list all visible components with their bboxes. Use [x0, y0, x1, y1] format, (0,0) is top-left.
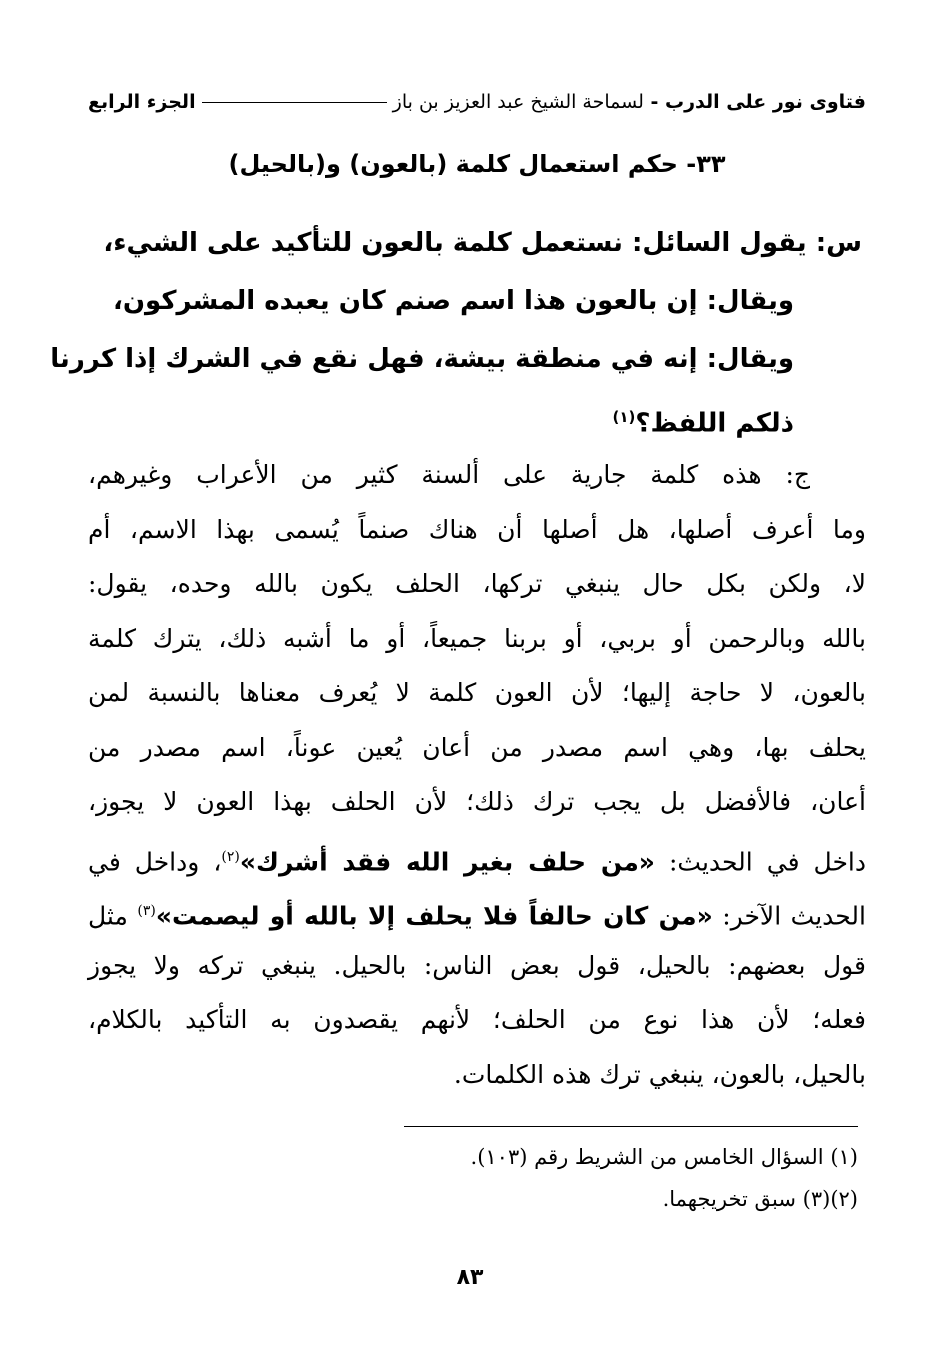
answer-line: وما أعرف أصلها، هل أصلها أن هناك صنماً يُسمى بهذا الاسم، أم	[88, 514, 866, 544]
answer-line: بالعون، لا حاجة إليها؛ لأن العون كلمة لا يُعرف معناها بالنسبة لمن	[88, 678, 866, 707]
footnote-rule	[404, 1126, 858, 1127]
answer-text: ، وداخل في	[88, 846, 222, 876]
answer-line: فعله؛ لأن هذا نوع من الحلف؛ لأنهم يقصدون به التأكيد بالكلام،	[88, 1005, 866, 1034]
book-title: فتاوى نور على الدرب	[665, 91, 866, 113]
question-block	[50, 214, 862, 446]
answer-text: هذه كلمة جارية على ألسنة كثير من الأعراب وغيرهم،	[88, 460, 762, 489]
answer-line	[88, 448, 866, 503]
footnote-ref: (٣)	[137, 903, 156, 919]
footnote-ref: (١)	[612, 408, 636, 426]
footnotes	[88, 1136, 858, 1220]
hadith-quote: «من كان حالفاً فلا يحلف إلا بالله أو ليصمت»	[155, 901, 713, 931]
header-author: لسماحة الشيخ عبد العزيز بن باز	[392, 91, 644, 113]
header-book-title	[393, 91, 866, 113]
answer-text: داخل في الحديث:	[654, 846, 866, 876]
footnote: (١) السؤال الخامس من الشريط رقم (١٠٣).	[470, 1145, 858, 1169]
header-volume: الجزء الرابع	[88, 91, 196, 113]
answer-text: الحديث الآخر:	[712, 901, 866, 931]
answer-line: بالحيل، بالعون، ينبغي ترك هذه الكلمات.	[453, 1059, 866, 1089]
question-line	[92, 388, 862, 446]
fatwa-title: ٣٣- حكم استعمال كلمة (بالعون) و(بالحيل)	[228, 150, 726, 178]
page-number: ٨٣	[456, 1265, 484, 1290]
answer-line: بالله وبالرحمن أو بربي، أو بربنا جميعاً، أو ما أشبه ذلك، يترك كلمة	[88, 623, 866, 653]
answer-line	[88, 884, 866, 939]
footnote: (٢)(٣) سبق تخريجهما.	[662, 1187, 858, 1211]
question-marker: س:	[815, 228, 862, 258]
answer-marker: ج:	[785, 460, 810, 489]
answer-text: مثل	[88, 901, 138, 931]
question-line: ويقال: إنه في منطقة بيشة، فهل نقع في الشرك إذا كررنا	[50, 344, 794, 374]
question-line	[92, 214, 862, 272]
question-line: ويقال: إن بالعون هذا اسم صنم كان يعبده المشركون،	[112, 286, 794, 316]
answer-line	[88, 830, 866, 885]
answer-line: لا، ولكن بكل حال ينبغي تركها، الحلف يكون بالله وحده، يقول:	[88, 569, 866, 598]
running-header	[88, 84, 866, 120]
footnote-ref: (٢)	[221, 848, 240, 865]
hadith-quote: «من حلف بغير الله فقد أشرك»	[239, 846, 655, 876]
question-text: يقول السائل: نستعمل كلمة بالعون للتأكيد على الشيء،	[103, 228, 807, 258]
answer-line: أعان، فالأفضل بل يجب ترك ذلك؛ لأن الحلف بهذا العون لا يجوز،	[88, 787, 866, 816]
answer-line: قول بعضهم: بالحيل، قول بعض الناس: بالحيل. ينبغي تركه ولا يجوز	[88, 950, 866, 980]
header-rule	[202, 102, 387, 103]
answer-block	[88, 448, 866, 1102]
answer-line: يحلف بها، وهي اسم مصدر من أعان يُعين عوناً، اسم مصدر من	[88, 732, 866, 762]
header-separator: -	[643, 91, 665, 113]
question-text: ذلكم اللفظ؟	[635, 408, 794, 439]
